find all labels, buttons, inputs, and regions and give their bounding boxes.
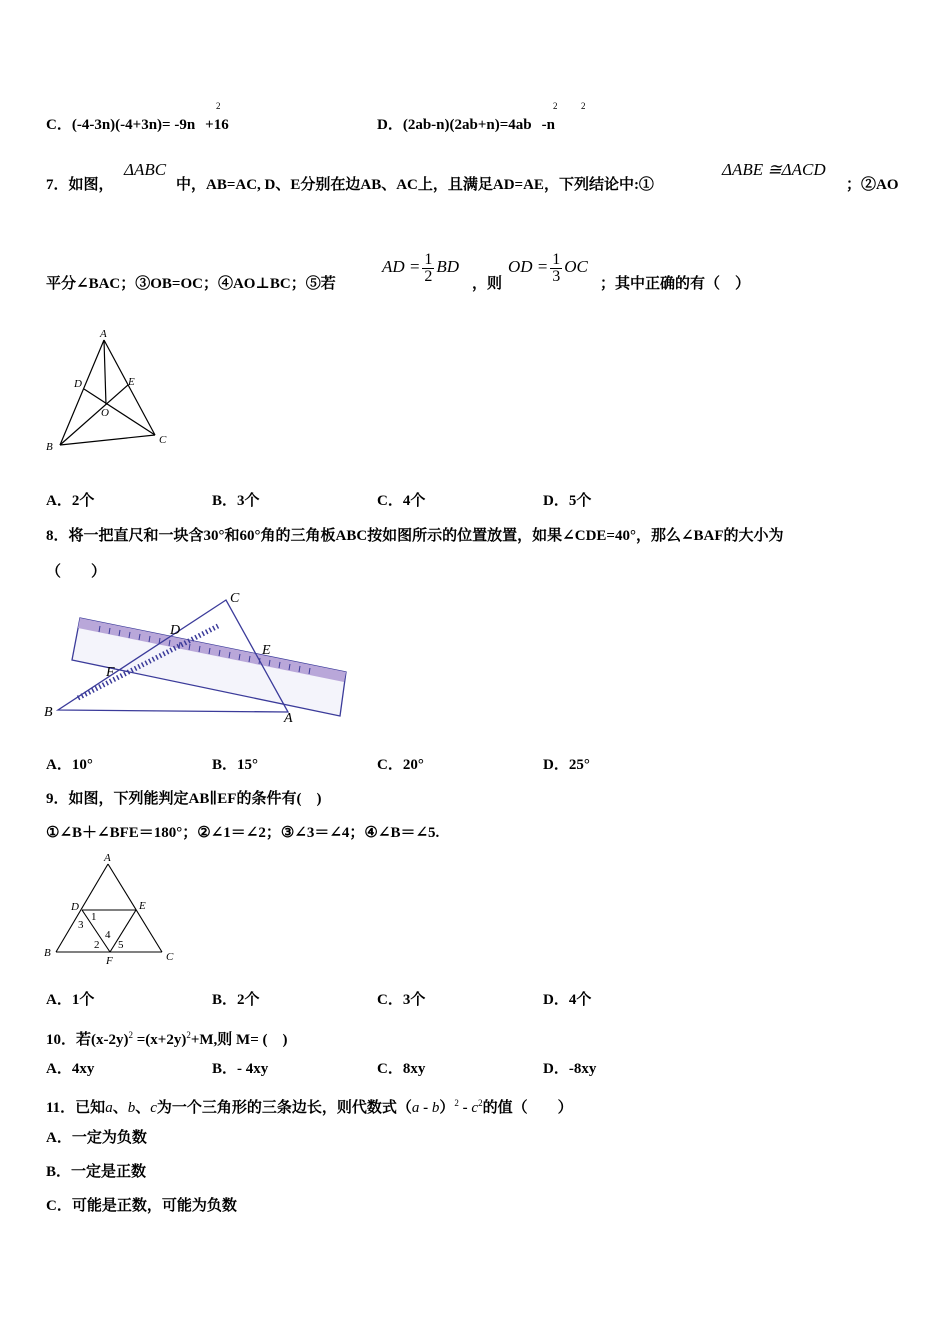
q6-option-d-text: D．(2ab-n)(2ab+n)=4ab (377, 117, 532, 133)
q8-option-b[interactable]: B．15° (212, 757, 259, 773)
q8-option-c[interactable]: C．20° (377, 757, 424, 773)
q11-var-b: b (127, 1100, 136, 1116)
q11-mid: 为一个三角形的三条边长，则代数式（ (156, 1100, 412, 1116)
q11-expr-a: a (411, 1100, 420, 1116)
q7-f2-rhs: OC (564, 257, 588, 277)
q7-stem-tail: ；②AO (846, 177, 899, 193)
q9-option-d[interactable]: D．4个 (543, 992, 592, 1008)
q11-pre: 11．已知 (46, 1100, 106, 1116)
q7-line2-c: ；其中正确的有（ ） (600, 276, 751, 292)
q7-option-c[interactable]: C．4个 (377, 493, 426, 509)
q7-stem-line1 (46, 175, 114, 195)
q8-stem-line2: （ ） (46, 564, 107, 580)
q9-option-b[interactable]: B．2个 (212, 992, 260, 1008)
q8-stem-line1: 8．将一把直尺和一块含30°和60°角的三角板ABC按如图所示的位置放置，如果∠CDE=40°，那么∠BAF的大小为 (46, 528, 784, 544)
q9-angle-1: 1 (91, 911, 97, 923)
q7-f1-den: 2 (424, 268, 433, 285)
q7-f1-rhs: BD (436, 257, 460, 277)
q9-stem-line2: ①∠B＋∠BFE＝180°；②∠1＝∠2；③∠3＝∠4；④∠B＝∠5. (46, 825, 440, 841)
q11-var-a: a (105, 1100, 113, 1116)
q6-option-d-mid: -n (541, 117, 555, 133)
q9-label-c: C (166, 951, 174, 963)
q9-label-e: E (139, 900, 146, 912)
q7-math-abc: ΔABC (124, 160, 167, 179)
q7-option-d[interactable]: D．5个 (543, 493, 592, 509)
q11-expr-b: b (431, 1100, 440, 1116)
q7-lead: 7．如图， (46, 177, 114, 193)
q9-angle-5: 5 (118, 939, 124, 951)
q7-line2-b: ，则 (472, 276, 503, 292)
q11-option-c[interactable]: C．可能是正数，可能为负数 (46, 1198, 237, 1214)
q11-sep1: 、 (112, 1100, 128, 1116)
q6-option-c-tail: +16 (205, 117, 229, 133)
q7-label-c: C (159, 434, 167, 446)
q7-fraction-2 (508, 252, 588, 285)
q7-triangle-figure (40, 325, 180, 455)
q7-f1-lhs: AD = (382, 257, 421, 277)
q7-f2-den: 3 (552, 268, 561, 285)
q9-label-f: F (106, 955, 113, 967)
q10-stem (46, 1025, 288, 1050)
q7-label-d: D (74, 378, 82, 390)
q9-option-a[interactable]: A．1个 (46, 992, 95, 1008)
q9-label-d: D (71, 901, 79, 913)
q9-angle-2: 2 (94, 939, 100, 951)
q11-minus2: - (458, 1100, 472, 1116)
q11-option-b[interactable]: B．一定是正数 (46, 1164, 147, 1180)
q9-label-a: A (104, 852, 111, 864)
q8-option-d[interactable]: D．25° (543, 757, 590, 773)
q7-f1-num: 1 (424, 251, 433, 268)
q10-option-b[interactable]: B．- 4xy (212, 1061, 269, 1077)
q11-minus: - (419, 1100, 432, 1116)
q7-f2-lhs: OD = (508, 257, 549, 277)
q8-label-f: F (106, 665, 115, 680)
q8-label-e: E (262, 643, 271, 658)
q10-sup2: 2 (186, 1030, 191, 1040)
q6-option-d-sup2: 2 (581, 101, 586, 111)
q8-label-a: A (284, 711, 293, 726)
q8-option-a[interactable]: A．10° (46, 757, 93, 773)
q10-mid: =(x+2y) (133, 1032, 187, 1048)
q6-option-c[interactable] (46, 115, 229, 135)
q6-option-c-text: C．(-4-3n)(-4+3n)= -9n (46, 117, 196, 133)
q7-math-congruence: ΔABE ≅ΔACD (722, 160, 826, 179)
q7-line2-a: 平分∠BAC；③OB=OC；④AO⊥BC；⑤若 (46, 276, 336, 292)
q7-label-a: A (100, 328, 107, 340)
q8-ruler-triangle-figure (40, 590, 360, 730)
q9-stem-line1: 9．如图，下列能判定AB∥EF的条件有( ) (46, 791, 322, 807)
q11-expr-c: c (471, 1100, 479, 1116)
q6-option-c-sup: 2 (216, 101, 221, 111)
q7-label-b: B (46, 441, 53, 453)
q10-tail: +M,则 M= ( ) (190, 1032, 288, 1048)
q8-label-d: D (170, 623, 181, 638)
q7-fraction-1 (382, 252, 459, 285)
q10-option-a[interactable]: A．4xy (46, 1061, 95, 1077)
q9-angle-4: 4 (105, 929, 111, 941)
q7-f2-num: 1 (552, 251, 561, 268)
q6-option-d[interactable] (377, 115, 555, 135)
q7-label-e: E (128, 376, 135, 388)
q9-triangle-figure (40, 850, 185, 970)
q8-label-c: C (230, 591, 240, 606)
q8-label-b: B (44, 705, 53, 720)
q10-pre: 10．若(x-2y) (46, 1032, 129, 1048)
q10-option-d[interactable]: D．-8xy (543, 1061, 597, 1077)
q6-option-d-sup1: 2 (553, 101, 558, 111)
q10-sup1: 2 (128, 1030, 133, 1040)
q9-option-c[interactable]: C．3个 (377, 992, 426, 1008)
q11-sup1: 2 (454, 1098, 459, 1108)
q7-stem-line2 (46, 274, 336, 294)
q10-option-c[interactable]: C．8xy (377, 1061, 426, 1077)
q11-tail: 的值（ ） (482, 1100, 573, 1116)
q9-label-b: B (44, 947, 51, 959)
q7-label-o: O (101, 407, 109, 419)
q7-option-b[interactable]: B．3个 (212, 493, 260, 509)
q11-sep2: 、 (135, 1100, 151, 1116)
q11-stem (46, 1093, 573, 1118)
q7-option-a[interactable]: A．2个 (46, 493, 95, 509)
q11-var-c: c (150, 1100, 157, 1116)
q11-close: ） (439, 1100, 455, 1116)
q11-option-a[interactable]: A．一定为负数 (46, 1130, 147, 1146)
q9-angle-3: 3 (78, 919, 84, 931)
q11-sup2: 2 (478, 1098, 483, 1108)
q7-stem-mid: 中，AB=AC, D、E分别在边AB、AC上，且满足AD=AE，下列结论中:① (176, 177, 654, 193)
